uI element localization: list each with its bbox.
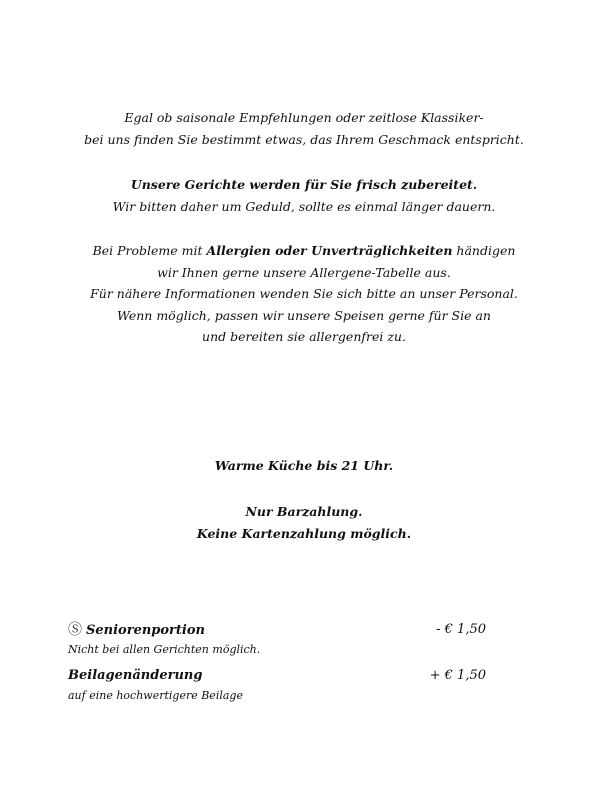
intro-line-1: Egal ob saisonale Empfehlungen oder zeitlose Klassiker- bbox=[124, 110, 484, 125]
senior-portion-title bbox=[68, 620, 205, 641]
kitchen-hours bbox=[0, 455, 608, 477]
senior-portion-price: - € 1,50 bbox=[436, 622, 486, 637]
extra-row-side-change bbox=[68, 666, 498, 688]
fresh-line-1: Unsere Gerichte werden für Sie frisch zubereitet. bbox=[130, 177, 478, 192]
senior-portion-label: Seniorenportion bbox=[86, 623, 205, 638]
allergy-line-3: Für nähere Informationen wenden Sie sich bitte an unser Personal. bbox=[90, 286, 518, 301]
extras-list bbox=[68, 620, 498, 712]
fresh-line-2: Wir bitten daher um Geduld, sollte es einmal länger dauern. bbox=[112, 198, 496, 214]
senior-portion-note: Nicht bei allen Gerichten möglich. bbox=[68, 643, 261, 656]
extra-row-senior-portion bbox=[68, 620, 498, 642]
payment-line-1: Nur Barzahlung. bbox=[245, 504, 363, 519]
allergy-line-1 bbox=[0, 240, 608, 262]
fresh-preparation-notice bbox=[0, 174, 608, 217]
intro-text bbox=[0, 107, 608, 150]
allergy-line-5: und bereiten sie allergenfrei zu. bbox=[202, 329, 406, 344]
allergy-notice bbox=[0, 240, 608, 348]
allergy-line-1-bold: Allergien oder Unverträglichkeiten bbox=[206, 243, 453, 258]
allergy-line-4: Wenn möglich, passen wir unsere Speisen gerne für Sie an bbox=[117, 307, 491, 323]
intro-line-2: bei uns finden Sie bestimmt etwas, das Ihrem Geschmack entspricht. bbox=[84, 131, 524, 147]
payment-notice bbox=[0, 501, 608, 544]
senior-s-icon: Ⓢ bbox=[68, 622, 82, 638]
allergy-line-1-pre: Bei Probleme mit bbox=[92, 243, 207, 258]
side-change-price: + € 1,50 bbox=[429, 668, 486, 683]
allergy-line-2: wir Ihnen gerne unsere Allergene-Tabelle aus. bbox=[157, 264, 451, 280]
side-change-title: Beilagenänderung bbox=[68, 668, 203, 683]
side-change-note: auf eine hochwertigere Beilage bbox=[68, 689, 243, 702]
kitchen-hours-text: Warme Küche bis 21 Uhr. bbox=[214, 458, 394, 473]
payment-line-2: Keine Kartenzahlung möglich. bbox=[196, 525, 412, 541]
allergy-line-1-post: händigen bbox=[452, 243, 516, 258]
